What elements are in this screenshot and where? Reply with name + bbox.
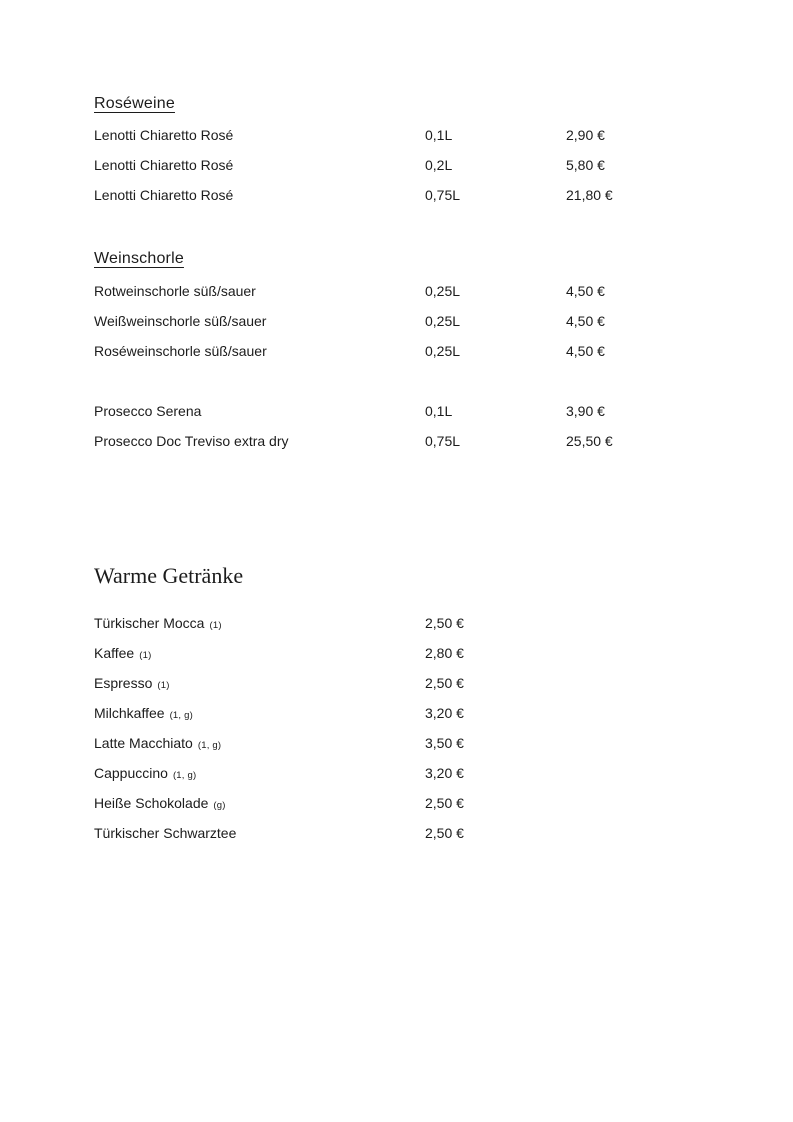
item-name: Espresso [94,675,153,691]
item-price: 4,50 € [566,283,605,299]
menu-row [94,396,753,426]
item-size: 0,25L [425,283,461,299]
item-name: Prosecco Doc Treviso extra dry [94,433,289,449]
item-size: 0,25L [425,313,461,329]
section-weinschorle [94,249,753,269]
section-heading-weinschorle: Weinschorle [94,250,184,267]
item-price: 4,50 € [566,343,605,359]
item-name: Prosecco Serena [94,403,202,419]
item-price: 2,50 € [425,825,464,841]
item-size: 0,75L [425,187,461,203]
prosecco-rows [94,396,753,456]
item-size: 0,75L [425,433,461,449]
menu-row [94,276,753,306]
item-name: Roséweinschorle süß/sauer [94,343,267,359]
item-name: Türkischer Mocca [94,615,205,631]
hot-drinks-rows [94,608,753,848]
item-name: Türkischer Schwarztee [94,825,237,841]
menu-row [94,698,753,728]
menu-row [94,426,753,456]
item-price: 21,80 € [566,187,613,203]
item-name: Heiße Schokolade [94,795,209,811]
section-heading-roseweine: Roséweine [94,95,175,112]
allergen-note: (1, g) [197,740,222,751]
allergen-note: (1) [139,650,152,661]
item-name: Milchkaffee [94,705,165,721]
item-price: 5,80 € [566,157,605,173]
item-size: 0,1L [425,403,453,419]
allergen-note: (1) [157,680,170,691]
menu-row [94,180,753,210]
item-price: 2,50 € [425,615,464,631]
roseweine-rows [94,120,753,210]
menu-row [94,758,753,788]
weinschorle-rows [94,276,753,366]
item-name: Weißweinschorle süß/sauer [94,313,267,329]
menu-row [94,668,753,698]
item-price: 4,50 € [566,313,605,329]
item-name: Lenotti Chiaretto Rosé [94,127,234,143]
menu-row [94,150,753,180]
section-heading-warme-getraenke: Warme Getränke [94,563,244,588]
item-price: 2,50 € [425,795,464,811]
item-price: 25,50 € [566,433,613,449]
item-size: 0,25L [425,343,461,359]
item-price: 3,20 € [425,705,464,721]
item-name: Kaffee [94,645,135,661]
menu-row [94,336,753,366]
item-price: 3,90 € [566,403,605,419]
item-name: Lenotti Chiaretto Rosé [94,187,234,203]
item-size: 0,1L [425,127,453,143]
section-roseweine [94,94,753,114]
menu-row [94,306,753,336]
menu-row [94,638,753,668]
menu-row [94,608,753,638]
allergen-note: (1, g) [172,770,197,781]
menu-row [94,120,753,150]
menu-row [94,728,753,758]
menu-row [94,788,753,818]
allergen-note: (g) [213,800,226,811]
item-name: Cappuccino [94,765,168,781]
allergen-note: (1) [209,620,222,631]
allergen-note: (1, g) [169,710,193,721]
item-size: 0,2L [425,157,453,173]
item-price: 3,50 € [425,735,464,751]
menu-row [94,818,753,848]
item-price: 2,80 € [425,645,464,661]
item-price: 2,90 € [566,127,605,143]
item-name: Rotweinschorle süß/sauer [94,283,256,299]
item-price: 3,20 € [425,765,464,781]
item-price: 2,50 € [425,675,464,691]
item-name: Latte Macchiato [94,735,193,751]
item-name: Lenotti Chiaretto Rosé [94,157,234,173]
